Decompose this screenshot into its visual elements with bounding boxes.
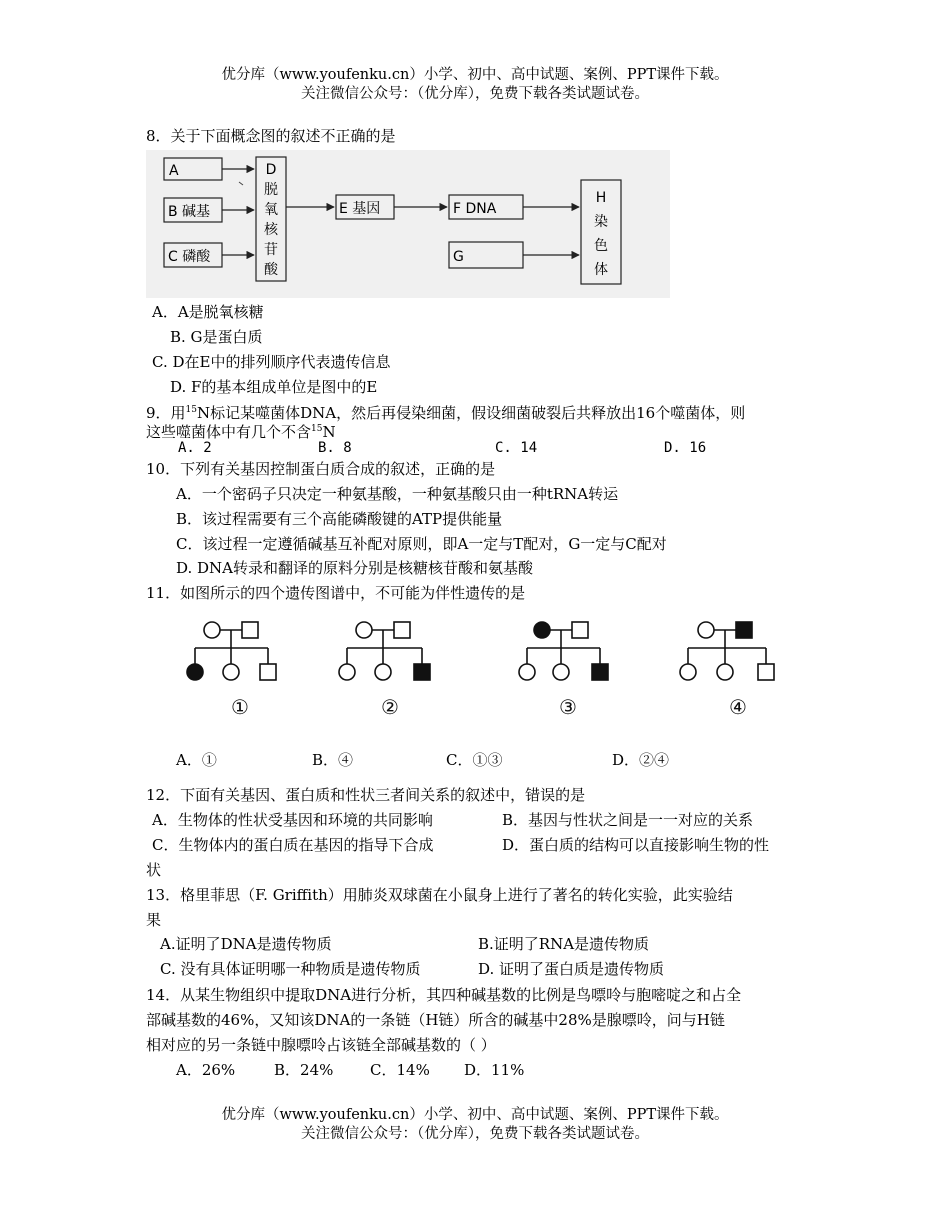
box-d-char-1: D <box>265 162 277 178</box>
footer-line-1: 优分库（www.youfenku.cn）小学、初中、高中试题、案例、PPT课件下载。 <box>221 1107 729 1123</box>
q13-stem-continued: 果 <box>146 911 162 929</box>
q9-option-c: C. 14 <box>495 440 538 456</box>
header-line-1: 优分库（www.youfenku.cn）小学、初中、高中试题、案例、PPT课件下载。 <box>221 67 729 83</box>
box-e-label: E 基因 <box>339 201 381 217</box>
q11-stem: 11．如图所示的四个遗传图谱中，不可能为伴性遗传的是 <box>146 584 526 602</box>
q8-option-c: C. D在E中的排列顺序代表遗传信息 <box>152 353 391 371</box>
q12-option-b: B．基因与性状之间是一一对应的关系 <box>502 811 754 829</box>
q9-stem-line-2: 这些噬菌体中有几个不含$^{15}$N <box>146 423 336 441</box>
pedigree-1 <box>187 622 276 680</box>
q11-option-b: B．④ <box>312 751 354 769</box>
q10-stem: 10．下列有关基因控制蛋白质合成的叙述，正确的是 <box>146 460 496 478</box>
q12-option-a: A．生物体的性状受基因和环境的共同影响 <box>152 811 433 829</box>
q12-option-d: D．蛋白质的结构可以直接影响生物的性 <box>502 836 770 854</box>
q8-option-d: D. F的基本组成单位是图中的E <box>170 378 378 396</box>
q13-option-d: D. 证明了蛋白质是遗传物质 <box>478 960 665 978</box>
pedigree-label-2: ② <box>381 695 399 719</box>
q10-option-a: A．一个密码子只决定一种氨基酸，一种氨基酸只由一种tRNA转运 <box>176 485 619 503</box>
pedigree-3 <box>519 622 608 680</box>
q9-option-a: A. 2 <box>178 440 212 456</box>
box-g-label: G <box>453 249 464 265</box>
q13-option-c: C. 没有具体证明哪一种物质是遗传物质 <box>160 960 421 978</box>
pedigree-label-4: ④ <box>729 695 747 719</box>
box-d-char-6: 酸 <box>264 262 278 278</box>
header-line-2: 关注微信公众号：（优分库），免费下载各类试题试卷。 <box>301 86 649 102</box>
q14-line-1: 14．从某生物组织中提取DNA进行分析，其四种碱基数的比例是鸟嘌呤与胞嘧啶之和占全 <box>146 986 742 1004</box>
q11-pedigrees <box>170 612 810 722</box>
q9-option-d: D. 16 <box>664 440 707 456</box>
pedigree-label-3: ③ <box>559 695 577 719</box>
pedigree-4 <box>680 622 774 680</box>
q11-option-d: D．②④ <box>612 751 670 769</box>
box-h-char-4: 体 <box>594 262 608 278</box>
q8-concept-diagram <box>146 150 670 298</box>
q13-option-a: A.证明了DNA是遗传物质 <box>160 935 332 953</box>
q10-option-b: B．该过程需要有三个高能磷酸键的ATP提供能量 <box>176 510 503 528</box>
q9-option-b: B. 8 <box>318 440 352 456</box>
box-f-label: F DNA <box>453 201 497 217</box>
q14-option-d: D．11% <box>464 1061 525 1079</box>
box-a-label: A <box>169 163 179 179</box>
box-h-char-2: 染 <box>594 214 608 230</box>
q13-option-b: B.证明了RNA是遗传物质 <box>478 935 650 953</box>
q14-line-3: 相对应的另一条链中腺嘌呤占该链全部碱基数的（ ） <box>146 1036 496 1054</box>
box-d-char-2: 脱 <box>264 182 278 198</box>
q12-stem: 12．下面有关基因、蛋白质和性状三者间关系的叙述中，错误的是 <box>146 786 586 804</box>
box-d-char-5: 苷 <box>264 242 278 258</box>
q10-option-c: C．该过程一定遵循碱基互补配对原则，即A一定与T配对，G一定与C配对 <box>176 535 667 553</box>
footer-line-2: 关注微信公众号：（优分库），免费下载各类试题试卷。 <box>301 1126 649 1142</box>
q14-option-a: A．26% <box>176 1061 236 1079</box>
pedigree-2 <box>339 622 430 680</box>
box-d-char-4: 核 <box>264 222 278 238</box>
q8-option-b: B. G是蛋白质 <box>170 328 263 346</box>
q13-stem: 13．格里菲思（F. Griffith）用肺炎双球菌在小鼠身上进行了著名的转化实验，此实验结 <box>146 886 733 904</box>
q12-option-d-continued: 状 <box>146 861 162 879</box>
q8-stem: 8．关于下面概念图的叙述不正确的是 <box>146 127 396 145</box>
box-c-label: C 磷酸 <box>168 249 211 265</box>
box-b-label: B 碱基 <box>168 204 211 220</box>
q11-option-a: A．① <box>176 751 217 769</box>
q14-option-b: B．24% <box>274 1061 334 1079</box>
q14-line-2: 部碱基数的46%，又知该DNA的一条链（H链）所含的碱基中28%是腺嘌呤，问与H链 <box>146 1011 725 1029</box>
box-d-char-3: 氧 <box>264 202 278 218</box>
q10-option-d: D. DNA转录和翻译的原料分别是核糖核苷酸和氨基酸 <box>176 559 534 577</box>
box-h-char-3: 色 <box>594 238 608 254</box>
pedigree-label-1: ① <box>231 695 249 719</box>
q14-option-c: C．14% <box>370 1061 430 1079</box>
q8-option-a: A．A是脱氧核糖 <box>152 303 264 321</box>
q9-stem-line-1: 9．用$^{15}$N标记某噬菌体DNA，然后再侵染细菌，假设细菌破裂后共释放出16个噬菌体，则 <box>146 404 746 422</box>
q11-option-c: C．①③ <box>446 751 503 769</box>
box-h-char-1: H <box>595 190 607 206</box>
q12-option-c: C．生物体内的蛋白质在基因的指导下合成 <box>152 836 434 854</box>
